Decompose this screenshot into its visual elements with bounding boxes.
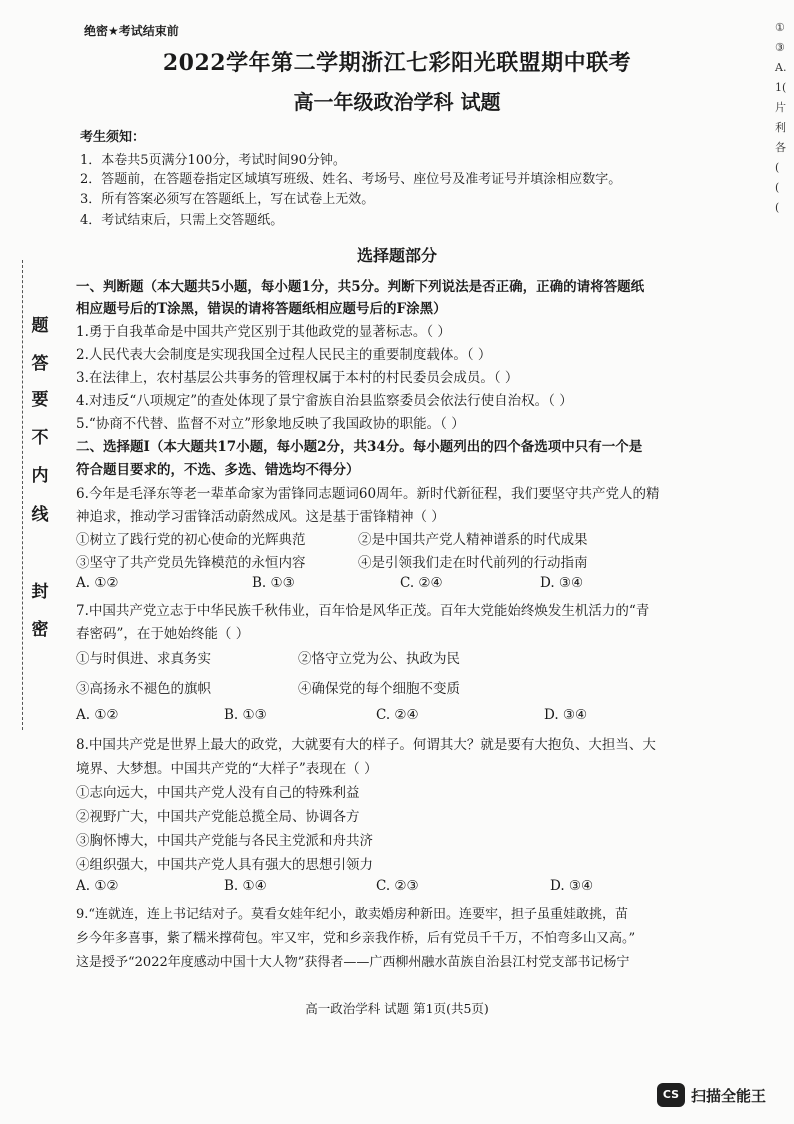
q7-stem-cont: 春密码”，在于她始终能（ ）	[76, 626, 250, 642]
q7-choice-d: D. ③④	[544, 707, 588, 723]
seal-char: 不	[31, 428, 49, 448]
judge-item-1: 1.勇于自我革命是中国共产党区别于其他政党的显著标志。（ ）	[76, 324, 451, 340]
q8-option-2: ②视野广大，中国共产党能总揽全局、协调各方	[76, 809, 360, 825]
q8-choice-a: A. ①②	[76, 878, 119, 894]
edge-char: A.	[775, 61, 787, 74]
q7-option-3: ③高扬永不褪色的旗帜	[76, 681, 211, 697]
seal-char: 线	[31, 505, 49, 525]
q6-choice-a: A. ①②	[76, 575, 119, 591]
q9-stem-cont: 乡今年多喜事，紫了糯米撑荷包。牢又牢，党和乡亲我作桥，后有党员千千万，不怕弯多山又高。”	[76, 931, 636, 946]
q7-choice-a: A. ①②	[76, 707, 119, 723]
q6-choice-b: B. ①③	[252, 575, 295, 591]
q6-option-2: ②是中国共产党人精神谱系的时代成果	[358, 532, 588, 548]
edge-char: 利	[775, 121, 786, 134]
q8-choice-d: D. ③④	[550, 878, 594, 894]
notice-item: 1．本卷共5页满分100分，考试时间90分钟。	[80, 153, 346, 168]
edge-char: ①	[775, 21, 785, 34]
q6-stem-cont: 神追求，推动学习雷锋活动蔚然成风。这是基于雷锋精神（ ）	[76, 509, 445, 525]
seal-line	[22, 260, 23, 730]
judge-item-4: 4.对违反“八项规定”的查处体现了景宁畲族自治县监察委员会依法行使自治权。（ ）	[76, 393, 573, 409]
section-title: 选择题部分	[356, 246, 437, 265]
edge-char: 各	[775, 141, 786, 154]
judge-item-5: 5.“协商不代替、监督不对立”形象地反映了我国政协的职能。（ ）	[76, 416, 465, 432]
q7-option-4: ④确保党的每个细胞不变质	[298, 681, 460, 697]
q7-option-1: ①与时俱进、求真务实	[76, 651, 211, 667]
notice-item: 3．所有答案必须写在答题纸上，写在试卷上无效。	[80, 192, 375, 207]
notice-item: 2．答题前，在答题卷指定区域填写班级、姓名、考场号、座位号及准考证号并填涂相应数字。	[80, 172, 622, 187]
q8-stem-cont: 境界、大梦想。中国共产党的“大样子”表现在（ ）	[76, 761, 378, 777]
q8-option-3: ③胸怀博大，中国共产党能与各民主党派和舟共济	[76, 833, 373, 849]
q8-option-1: ①志向远大，中国共产党人没有自己的特殊利益	[76, 785, 360, 801]
notice-heading: 考生须知：	[80, 130, 146, 145]
q6-choice-d: D. ③④	[540, 575, 584, 591]
part1-heading-cont: 相应题号后的T涂黑，错误的请将答题纸相应题号后的F涂黑）	[76, 301, 447, 317]
camscanner-watermark: 扫描全能王	[691, 1087, 767, 1105]
edge-char: 1(	[775, 81, 787, 94]
edge-char: (	[775, 161, 780, 174]
notice-item: 4．考试结束后，只需上交答题纸。	[80, 213, 284, 228]
q8-choice-b: B. ①④	[224, 878, 267, 894]
q6-stem: 6.今年是毛泽东等老一辈革命家为雷锋同志题词60周年。新时代新征程，我们要坚守共产党人的精	[76, 486, 660, 502]
q7-stem: 7.中国共产党立志于中华民族千秋伟业，百年恰是风华正茂。百年大党能始终焕发生机活力的“青	[76, 603, 650, 619]
exam-subtitle: 高一年级政治学科 试题	[293, 90, 501, 114]
seal-char: 答	[31, 354, 49, 374]
q7-choice-c: C. ②④	[376, 707, 419, 723]
part2-heading: 二、选择题Ⅰ（本大题共17小题，每小题2分，共34分。每小题列出的四个备选项中只有一个是	[76, 439, 643, 455]
seal-char: 要	[31, 390, 49, 410]
q7-option-2: ②恪守立党为公、执政为民	[298, 651, 460, 667]
q8-option-4: ④组织强大，中国共产党人具有强大的思想引领力	[76, 857, 373, 873]
seal-char: 密	[31, 620, 49, 640]
q7-choice-b: B. ①③	[224, 707, 267, 723]
seal-char: 封	[31, 582, 49, 602]
next-page-edge	[775, 18, 794, 218]
seal-char: 内	[31, 466, 49, 486]
q8-choice-c: C. ②③	[376, 878, 419, 894]
q6-option-1: ①树立了践行党的初心使命的光辉典范	[76, 532, 306, 548]
q6-choice-c: C. ②④	[400, 575, 443, 591]
q6-option-4: ④是引领我们走在时代前列的行动指南	[358, 555, 588, 571]
q6-option-3: ③坚守了共产党员先锋模范的永恒内容	[76, 555, 306, 571]
q9-stem: 9.“连就连，连上书记结对子。莫看女娃年纪小，敢卖婚房种新田。连要牢，担子虽重娃敢挑，苗	[76, 907, 629, 922]
judge-item-3: 3.在法律上，农村基层公共事务的管理权属于本村的村民委员会成员。（ ）	[76, 370, 519, 386]
q8-stem: 8.中国共产党是世界上最大的政党，大就要有大的样子。何谓其大？就是要有大抱负、大担当、大	[76, 737, 656, 753]
q9-stem-cont2: 这是授予“2022年度感动中国十大人物”获得者——广西柳州融水苗族自治县江村党支部书记杨宁	[76, 955, 630, 970]
secret-label: 绝密★考试结束前	[84, 24, 179, 38]
edge-char: (	[775, 181, 780, 194]
judge-item-2: 2.人民代表大会制度是实现我国全过程人民民主的重要制度载体。（ ）	[76, 347, 492, 363]
edge-char: 片	[775, 101, 786, 114]
edge-char: (	[775, 201, 780, 214]
edge-char: ③	[775, 41, 785, 54]
exam-title: 2022学年第二学期浙江七彩阳光联盟期中联考	[162, 50, 632, 76]
page-footer: 高一政治学科 试题 第1页(共5页)	[305, 1001, 489, 1016]
part2-heading-cont: 符合题目要求的，不选、多选、错选均不得分）	[76, 462, 360, 478]
camscanner-logo-icon: CS	[657, 1083, 685, 1107]
part1-heading: 一、判断题（本大题共5小题，每小题1分，共5分。判断下列说法是否正确，正确的请将答题纸	[76, 279, 645, 295]
seal-char: 题	[31, 316, 49, 336]
